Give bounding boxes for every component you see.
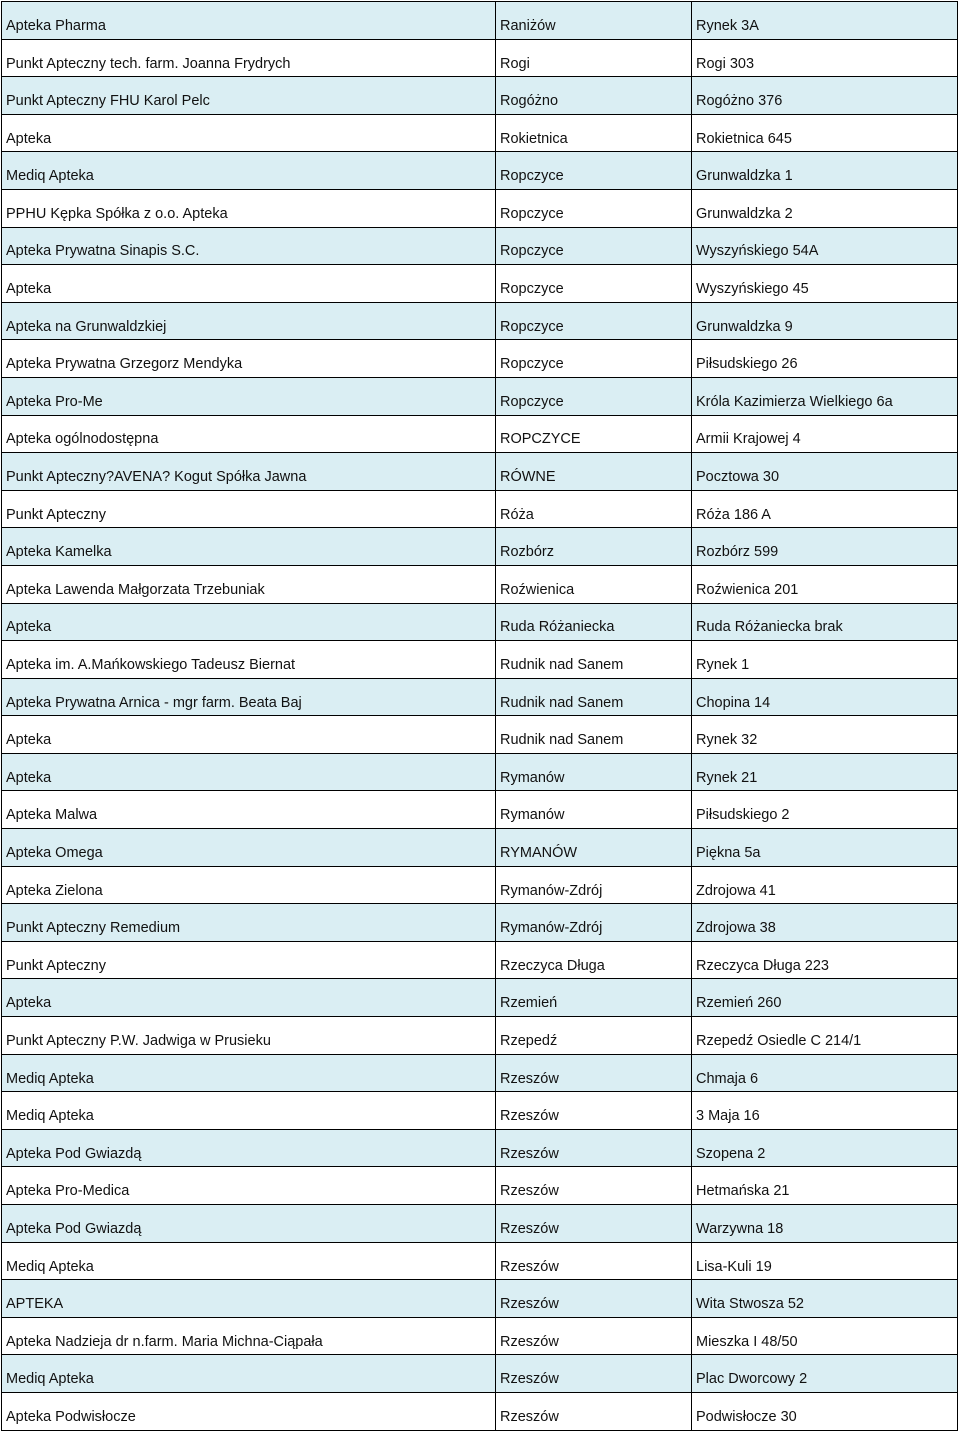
table-row — [2, 1205, 958, 1243]
pharmacy-name-cell: Apteka Prywatna Sinapis S.C. — [2, 227, 496, 265]
pharmacy-name-cell: Mediq Apteka — [2, 1092, 496, 1130]
pharmacy-name-cell: Punkt Apteczny?AVENA? Kogut Spółka Jawna — [2, 453, 496, 491]
pharmacy-name-cell: Apteka im. A.Mańkowskiego Tadeusz Biernat — [2, 641, 496, 679]
pharmacy-name-cell: Punkt Apteczny — [2, 490, 496, 528]
address-cell: Króla Kazimierza Wielkiego 6a — [692, 377, 958, 415]
town-cell: RYMANÓW — [496, 829, 692, 867]
town-cell: Ropczyce — [496, 340, 692, 378]
pharmacy-name-cell: Apteka Pro-Medica — [2, 1167, 496, 1205]
town-cell: Rzeszów — [496, 1242, 692, 1280]
table-row — [2, 490, 958, 528]
table-row — [2, 904, 958, 942]
table-row — [2, 114, 958, 152]
town-cell: Rzeszów — [496, 1280, 692, 1318]
table-row — [2, 866, 958, 904]
pharmacy-name-cell: Apteka — [2, 603, 496, 641]
table-row — [2, 979, 958, 1017]
town-cell: Ropczyce — [496, 189, 692, 227]
address-cell: Szopena 2 — [692, 1129, 958, 1167]
table-row — [2, 678, 958, 716]
town-cell: Raniżów — [496, 2, 692, 40]
pharmacy-name-cell: Punkt Apteczny FHU Karol Pelc — [2, 77, 496, 115]
pharmacy-name-cell: PPHU Kępka Spółka z o.o. Apteka — [2, 189, 496, 227]
town-cell: Rzeszów — [496, 1129, 692, 1167]
table-row — [2, 1092, 958, 1130]
table-row — [2, 791, 958, 829]
address-cell: Grunwaldzka 1 — [692, 152, 958, 190]
pharmacy-name-cell: Mediq Apteka — [2, 1355, 496, 1393]
town-cell: Rzeszów — [496, 1205, 692, 1243]
address-cell: Chopina 14 — [692, 678, 958, 716]
town-cell: Róża — [496, 490, 692, 528]
address-cell: Rokietnica 645 — [692, 114, 958, 152]
address-cell: Rogóżno 376 — [692, 77, 958, 115]
address-cell: Lisa-Kuli 19 — [692, 1242, 958, 1280]
town-cell: Rymanów-Zdrój — [496, 904, 692, 942]
pharmacy-name-cell: Apteka Lawenda Małgorzata Trzebuniak — [2, 565, 496, 603]
table-row — [2, 415, 958, 453]
address-cell: Warzywna 18 — [692, 1205, 958, 1243]
table-row — [2, 753, 958, 791]
town-cell: Rogóżno — [496, 77, 692, 115]
table-row — [2, 1280, 958, 1318]
address-cell: Chmaja 6 — [692, 1054, 958, 1092]
pharmacy-name-cell: Apteka — [2, 716, 496, 754]
pharmacy-name-cell: Apteka Prywatna Grzegorz Mendyka — [2, 340, 496, 378]
pharmacy-name-cell: Apteka — [2, 979, 496, 1017]
town-cell: RÓWNE — [496, 453, 692, 491]
table-row — [2, 302, 958, 340]
pharmacy-name-cell: Apteka Pro-Me — [2, 377, 496, 415]
town-cell: Rzeczyca Długa — [496, 941, 692, 979]
address-cell: Piękna 5a — [692, 829, 958, 867]
town-cell: Rzepedź — [496, 1017, 692, 1055]
pharmacy-name-cell: Apteka Prywatna Arnica - mgr farm. Beata Baj — [2, 678, 496, 716]
pharmacy-name-cell: Punkt Apteczny tech. farm. Joanna Frydrych — [2, 39, 496, 77]
table-row — [2, 265, 958, 303]
address-cell: Rzemień 260 — [692, 979, 958, 1017]
table-row — [2, 340, 958, 378]
table-row — [2, 227, 958, 265]
pharmacy-name-cell: Apteka — [2, 114, 496, 152]
town-cell: Roźwienica — [496, 565, 692, 603]
pharmacy-name-cell: Apteka — [2, 265, 496, 303]
address-cell: Armii Krajowej 4 — [692, 415, 958, 453]
table-row — [2, 829, 958, 867]
town-cell: Rymanów-Zdrój — [496, 866, 692, 904]
address-cell: Mieszka I 48/50 — [692, 1317, 958, 1355]
pharmacy-name-cell: Apteka Omega — [2, 829, 496, 867]
pharmacy-name-cell: Apteka Podwisłocze — [2, 1392, 496, 1430]
pharmacy-name-cell: Mediq Apteka — [2, 1242, 496, 1280]
town-cell: Ropczyce — [496, 302, 692, 340]
pharmacy-name-cell: Mediq Apteka — [2, 1054, 496, 1092]
town-cell: Ropczyce — [496, 152, 692, 190]
address-cell: Plac Dworcowy 2 — [692, 1355, 958, 1393]
pharmacy-table-body — [2, 2, 958, 1431]
table-row — [2, 1054, 958, 1092]
table-row — [2, 1317, 958, 1355]
address-cell: Wyszyńskiego 54A — [692, 227, 958, 265]
address-cell: Rzepedź Osiedle C 214/1 — [692, 1017, 958, 1055]
address-cell: Rzeczyca Długa 223 — [692, 941, 958, 979]
address-cell: Grunwaldzka 2 — [692, 189, 958, 227]
address-cell: Rynek 1 — [692, 641, 958, 679]
table-row — [2, 2, 958, 40]
pharmacy-name-cell: Apteka Nadzieja dr n.farm. Maria Michna-Ciąpała — [2, 1317, 496, 1355]
pharmacy-name-cell: Apteka Pod Gwiazdą — [2, 1205, 496, 1243]
address-cell: Zdrojowa 38 — [692, 904, 958, 942]
table-row — [2, 716, 958, 754]
town-cell: Ruda Różaniecka — [496, 603, 692, 641]
pharmacy-name-cell: Punkt Apteczny P.W. Jadwiga w Prusieku — [2, 1017, 496, 1055]
table-row — [2, 377, 958, 415]
town-cell: Rymanów — [496, 791, 692, 829]
table-row — [2, 77, 958, 115]
pharmacy-name-cell: APTEKA — [2, 1280, 496, 1318]
address-cell: Rynek 21 — [692, 753, 958, 791]
pharmacy-name-cell: Mediq Apteka — [2, 152, 496, 190]
table-row — [2, 39, 958, 77]
address-cell: Grunwaldzka 9 — [692, 302, 958, 340]
town-cell: Ropczyce — [496, 227, 692, 265]
table-row — [2, 152, 958, 190]
town-cell: Rudnik nad Sanem — [496, 678, 692, 716]
town-cell: Rzemień — [496, 979, 692, 1017]
table-row — [2, 1017, 958, 1055]
table-row — [2, 453, 958, 491]
pharmacy-name-cell: Apteka na Grunwaldzkiej — [2, 302, 496, 340]
table-row — [2, 1392, 958, 1430]
address-cell: Wyszyńskiego 45 — [692, 265, 958, 303]
pharmacy-name-cell: Apteka Pod Gwiazdą — [2, 1129, 496, 1167]
town-cell: Ropczyce — [496, 265, 692, 303]
town-cell: Rogi — [496, 39, 692, 77]
table-row — [2, 528, 958, 566]
town-cell: Rzeszów — [496, 1167, 692, 1205]
town-cell: Rymanów — [496, 753, 692, 791]
table-row — [2, 1129, 958, 1167]
address-cell: Roźwienica 201 — [692, 565, 958, 603]
town-cell: Rozbórz — [496, 528, 692, 566]
town-cell: Rzeszów — [496, 1355, 692, 1393]
town-cell: Rokietnica — [496, 114, 692, 152]
town-cell: Rzeszów — [496, 1092, 692, 1130]
town-cell: Rzeszów — [496, 1392, 692, 1430]
address-cell: Hetmańska 21 — [692, 1167, 958, 1205]
town-cell: Rudnik nad Sanem — [496, 641, 692, 679]
table-row — [2, 941, 958, 979]
pharmacy-name-cell: Apteka Zielona — [2, 866, 496, 904]
pharmacy-name-cell: Punkt Apteczny Remedium — [2, 904, 496, 942]
town-cell: ROPCZYCE — [496, 415, 692, 453]
address-cell: Ruda Różaniecka brak — [692, 603, 958, 641]
town-cell: Rzeszów — [496, 1317, 692, 1355]
address-cell: Wita Stwosza 52 — [692, 1280, 958, 1318]
table-row — [2, 603, 958, 641]
table-row — [2, 189, 958, 227]
address-cell: Rogi 303 — [692, 39, 958, 77]
pharmacy-name-cell: Apteka Malwa — [2, 791, 496, 829]
table-row — [2, 1167, 958, 1205]
town-cell: Rzeszów — [496, 1054, 692, 1092]
address-cell: Rynek 3A — [692, 2, 958, 40]
table-row — [2, 565, 958, 603]
pharmacy-name-cell: Apteka — [2, 753, 496, 791]
address-cell: Piłsudskiego 2 — [692, 791, 958, 829]
address-cell: Róża 186 A — [692, 490, 958, 528]
address-cell: Piłsudskiego 26 — [692, 340, 958, 378]
table-row — [2, 641, 958, 679]
pharmacy-name-cell: Apteka ogólnodostępna — [2, 415, 496, 453]
pharmacy-table — [1, 1, 958, 1431]
town-cell: Ropczyce — [496, 377, 692, 415]
pharmacy-name-cell: Apteka Pharma — [2, 2, 496, 40]
pharmacy-name-cell: Apteka Kamelka — [2, 528, 496, 566]
address-cell: Podwisłocze 30 — [692, 1392, 958, 1430]
table-row — [2, 1242, 958, 1280]
address-cell: Rynek 32 — [692, 716, 958, 754]
table-row — [2, 1355, 958, 1393]
address-cell: Zdrojowa 41 — [692, 866, 958, 904]
address-cell: Rozbórz 599 — [692, 528, 958, 566]
address-cell: 3 Maja 16 — [692, 1092, 958, 1130]
address-cell: Pocztowa 30 — [692, 453, 958, 491]
town-cell: Rudnik nad Sanem — [496, 716, 692, 754]
pharmacy-name-cell: Punkt Apteczny — [2, 941, 496, 979]
